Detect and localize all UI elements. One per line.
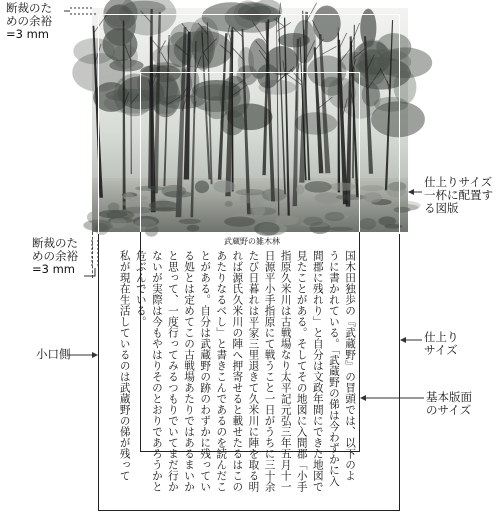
bleed-side-connector [84,268,95,276]
body-text-column: 日源平小手指原にて戦うこと一日がうちに三十余 [263,250,276,492]
body-text-column: たび日暮れは平家三里退きて久米川に陣を取る明 [247,250,260,492]
page-title: 武蔵野の雑木林 [224,237,280,246]
label-full-bleed-image-line2: 一杯に配置す [424,188,493,202]
full-bleed-arrowhead [408,189,414,195]
body-text-column: うに書かれている。「武蔵野の俤は今わずかに入 [327,250,340,487]
label-full-bleed-image-line1: 仕上りサイズ [424,175,493,189]
label-bleed-side-line3: =3 mm [32,262,76,276]
label-gutter-side: 小口側 [36,347,71,361]
body-text-column: あたりなるべし」と書きこんであるのを読んだこ [215,250,228,492]
label-trim-size-line2: サイズ [424,343,458,357]
text-area-arrowhead [360,395,366,401]
label-text-area-line2: のサイズ [426,403,472,417]
label-bleed-top-line1: 断裁のた [6,1,52,15]
body-text-column: 国木田独歩の『武蔵野』の冒頭では、以下のよ [344,250,356,481]
label-bleed-side-line2: めの余裕 [32,249,78,263]
label-text-area-line1: 基本版面 [426,390,472,404]
body-text-column: 見たことがある。そしてその地図に入間郡「小手 [295,250,308,492]
label-trim-size-line1: 仕上り [424,330,459,344]
label-full-bleed-image-line3: る図版 [424,201,459,215]
gutter-arrowhead [92,352,98,358]
body-text-column: と思って、一度行ってみるつもりでいてまだ行か [166,250,179,492]
trim-size-arrowhead [400,337,406,343]
body-text-column: 間郡に残れり」と自分は文政年間にできた地図で [311,250,324,492]
body-text-column: れば源氏久米川の陣へ押寄せると載せたるはこの [231,250,244,492]
body-text-column: る処とは定めてこの古戦場あたりではあるまいか [183,250,196,492]
label-bleed-top-line3: =3 mm [6,27,50,41]
body-text-column: ないが実際は今もやはりそのとおりであろうかと [150,250,163,492]
label-bleed-side-line1: 断裁のた [32,236,78,250]
body-text-column: 私が現在生活しているのは武蔵野の俤が残って [118,250,131,481]
label-bleed-top-line2: めの余裕 [6,14,52,28]
body-text-column: 指原久米川は古戦場なり太平記元弘三年五月十一 [279,250,292,492]
body-text-column: とがある。自分は武蔵野の跡のわずかに残ってい [199,250,212,492]
body-text-column: 危ぶんでいる。 [134,250,147,327]
